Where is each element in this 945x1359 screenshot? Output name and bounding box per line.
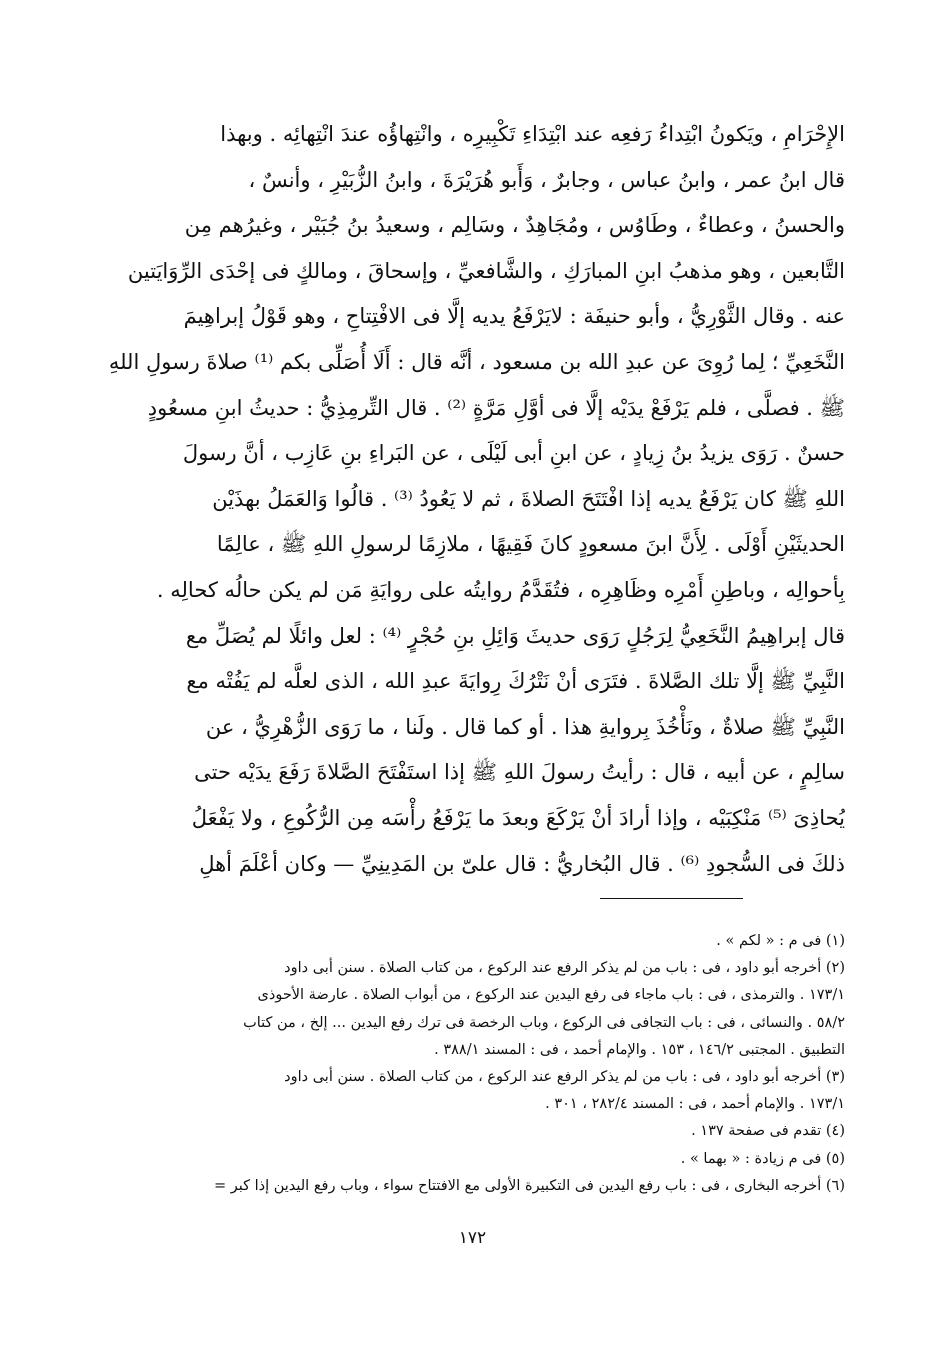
footnote-line: ٥٨/٢ . والنسائى ، فى : باب التجافى فى الركوع ، وباب الرخصة فى ترك رفع اليدين ... إلخ ، من كتاب bbox=[243, 1014, 845, 1031]
text-line: اللهِ ﷺ كان يَرْفَعُ يديه إذا افْتَتَحَ الصلاةَ ، ثم لا يَعُودُ ⁽³⁾ . قالُوا وَالعَمَلُ بهذَيْن bbox=[212, 486, 845, 511]
text-line: النَّخَعِيِّ ؛ لِما رُوِىَ عن عبدِ الله بن مسعود ، أنَّه قال : أَلَا أُصَلِّى بكم ⁽¹⁾ صلاةَ رسولِ اللهِ bbox=[108, 349, 845, 374]
text-line: عنه . وقال الثَّوْرِيُّ ، وأبو حنيفَة : لايَرْفَعُ يديه إلَّا فى الافْتِتاحِ ، وهو قَوْلُ إبراهِيمَ bbox=[183, 304, 845, 329]
text-line: بِأحوالِه ، وباطِنِ أَمْرِه وظَاهِرِه ، فتُقَدَّمُ روايتُه على روايَةِ مَن لم يكن حالُه كحالِه . bbox=[156, 577, 845, 602]
footnote-line: (١) فى م : « لكم » . bbox=[716, 933, 845, 949]
footnotes-block bbox=[100, 928, 845, 1200]
footnote-line: التطبيق . المجتبى ١٤٦/٢ ، ١٥٣ . والإمام أحمد ، فى : المسند ٣٨٨/١ . bbox=[434, 1041, 845, 1058]
footnote-line: (٢) أخرجه أبو داود ، فى : باب من لم يذكر الرفع عند الركوع ، من كتاب الصلاة . سنن أبى داود bbox=[284, 960, 845, 977]
main-text-block bbox=[100, 112, 845, 887]
text-line: الإِحْرَامِ ، ويَكونُ ابْتِداءُ رَفعِه عند ابْتِدَاءِ تَكْبِيرِه ، وانْتِهاؤُه عندَ انْتِهائِه . وبهذا bbox=[220, 122, 845, 146]
text-line: والحسنُ ، وعطاءٌ ، وطَاوُس ، ومُجَاهِدٌ ، وسَالِم ، وسعيدُ بنُ جُبَيْر ، وغيرُهم مِن bbox=[184, 213, 845, 238]
page-number: ١٧٢ bbox=[458, 1228, 487, 1248]
footnote-line: ١٧٣/١ . والإمام أحمد ، فى : المسند ٢٨٢/٤ ، ٣٠١ . bbox=[545, 1096, 845, 1113]
text-line: حسنٌ . رَوَى يزيدُ بنُ زِيادٍ ، عن ابنِ أبى لَيْلَى ، عن البَراءِ بنِ عَازِب ، أنَّ رسولَ bbox=[182, 441, 845, 466]
text-line: يُحاذِىَ ⁽⁵⁾ مَنْكِبَيْه ، وإذا أرادَ أنْ يَرْكَعَ وبعدَ ما يَرْفَعُ رأْسَه مِن الرُّكُوعِ ، ولا يَفْعَلُ bbox=[191, 805, 845, 830]
text-line: قال إبراهِيمُ النَّخَعِيُّ لِرَجُلٍ رَوَى حديثَ وَائِلِ بنِ حُجْرٍ ⁽⁴⁾ : لعل وائلًا لم يُصَلِّ مع bbox=[185, 623, 845, 648]
footnote-line: ١٧٣/١ . والترمذى ، فى : باب ماجاء فى رفع اليدين عند الركوع ، من أبواب الصلاة . عارضة الأحوذى bbox=[257, 987, 845, 1004]
text-line: التَّابعين ، وهو مذهبُ ابنِ المبارَكِ ، والشَّافعيِّ ، وإسحاقَ ، ومالكٍ فى إحْدَى الرِّوَايَتين bbox=[127, 258, 845, 283]
text-line: سالِمٍ ، عن أبيه ، قال : رأيتُ رسولَ اللهِ ﷺ إذا استَفْتَحَ الصَّلاةَ رَفَعَ يدَيْه حتى bbox=[194, 760, 845, 785]
footnote-line: (٥) فى م زيادة : « بهما » . bbox=[680, 1150, 845, 1167]
footnote-line: (٣) أخرجه أبو داود ، فى : باب من لم يذكر الرفع عند الركوع ، من كتاب الصلاة . سنن أبى داود bbox=[284, 1068, 845, 1085]
footnote-line: (٤) تقدم فى صفحة ١٣٧ . bbox=[691, 1123, 845, 1140]
footnote-line: (٦) أخرجه البخارى ، فى : باب رفع اليدين فى التكبيرة الأولى مع الافتتاح سواء ، وباب رفع اليدين إذا كبر = bbox=[213, 1177, 845, 1194]
text-line: ﷺ . فصلَّى ، فلم يَرْفَعْ يدَيْه إلَّا فى أوَّلِ مَرَّةٍ ⁽²⁾ . قال التِّرمِذِيُّ : حديثُ ابنِ مسعُودٍ bbox=[147, 395, 845, 420]
footnote-separator bbox=[600, 898, 743, 899]
text-line: قال ابنُ عمر ، وابنُ عباس ، وجابرٌ ، وَأَبو هُرَيْرَةَ ، وابنُ الزُّبَيْرِ ، وأنسٌ ، bbox=[248, 167, 845, 192]
text-line: النَّبِيِّ ﷺ صلاةٌ ، ونَأْخُذَ بِروايةِ هذا . أو كما قال . ولَنا ، ما رَوَى الزُّهْرِيُّ ، عن bbox=[205, 714, 845, 739]
text-line: الحديثَيْنِ أَوْلَى . لِأَنَّ ابنَ مسعودٍ كانَ فَقِيهًا ، ملازِمًا لرسولِ اللهِ ﷺ ، عالِمًا bbox=[216, 532, 845, 557]
text-line: ذلكَ فى السُّجودِ ⁽⁶⁾ . قال البُخاريُّ : قال علىّ بن المَدِينِيِّ — وكان أعْلَمَ أهلِ bbox=[199, 851, 845, 876]
text-line: النَّبِيِّ ﷺ إلَّا تلك الصَّلاةَ . فتَرَى أنْ نَتْرُكَ رِوايَةَ عبدِ الله ، الذى لعلَّه لم يَفُتْه مع bbox=[186, 669, 845, 694]
